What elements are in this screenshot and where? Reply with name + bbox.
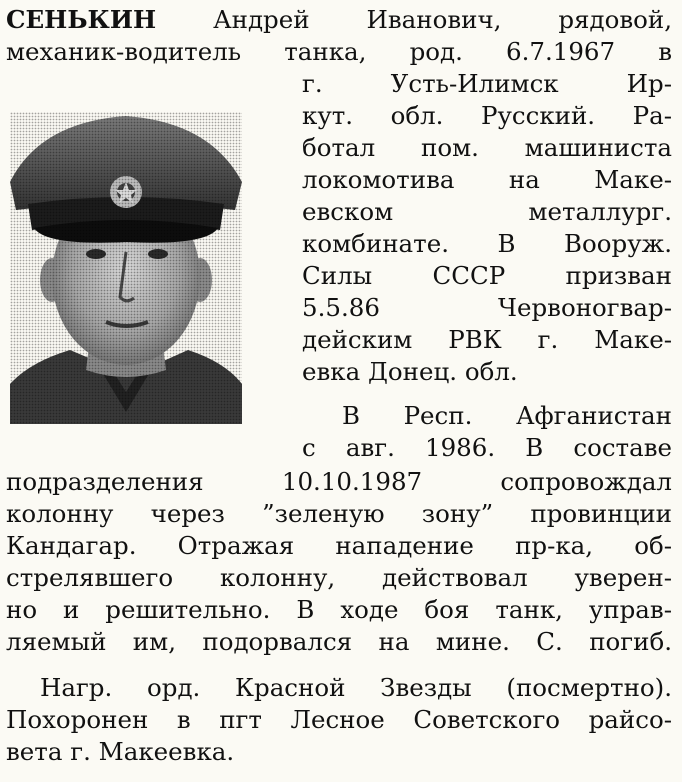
entry-text: Андрей Иванович, рядовой, bbox=[213, 5, 672, 34]
surname: СЕНЬКИН bbox=[6, 5, 157, 34]
entry-line-23: вета г. Макеевка. bbox=[6, 737, 235, 766]
entry-line-1 bbox=[6, 4, 672, 36]
entry-line-10: 5.5.86 Червоногвар- bbox=[302, 293, 672, 322]
entry-line-19: но и решительно. В ходе боя танк, управ- bbox=[6, 595, 672, 624]
entry-line-22: Похоронен в пгт Лесное Советского райсо- bbox=[6, 705, 672, 734]
entry-line-20: ляемый им, подорвался на мине. С. погиб. bbox=[6, 627, 672, 656]
entry-line-5: ботал пом. машиниста bbox=[302, 133, 672, 162]
entry-line-13: В Респ. Афганистан bbox=[342, 401, 672, 430]
entry-line-12: евка Донец. обл. bbox=[302, 357, 518, 386]
entry-line-7: евском металлург. bbox=[302, 197, 672, 226]
entry-line-14: с авг. 1986. В составе bbox=[302, 433, 672, 462]
entry-line-8: комбинате. В Вооруж. bbox=[302, 229, 672, 258]
entry-line-21: Нагр. орд. Красной Звезды (посмертно). bbox=[40, 673, 672, 702]
entry-line-16: колонну через ”зеленую зону” провинции bbox=[6, 499, 672, 528]
entry-line-17: Кандагар. Отражая нападение пр-ка, об- bbox=[6, 531, 672, 560]
entry-line-11: дейским РВК г. Маке- bbox=[302, 325, 672, 354]
entry-line-18: стрелявшего колонну, действовал уверен- bbox=[6, 563, 672, 592]
entry-line-2: механик-водитель танка, род. 6.7.1967 в bbox=[6, 37, 672, 66]
entry-line-9: Силы СССР призван bbox=[302, 261, 672, 290]
entry-line-15: подразделения 10.10.1987 сопровождал bbox=[6, 467, 672, 496]
portrait-photo bbox=[10, 112, 242, 424]
entry-line-6: локомотива на Маке- bbox=[302, 165, 672, 194]
entry-line-4: кут. обл. Русский. Ра- bbox=[302, 101, 672, 130]
entry-line-3: г. Усть-Илимск Ир- bbox=[302, 69, 672, 98]
